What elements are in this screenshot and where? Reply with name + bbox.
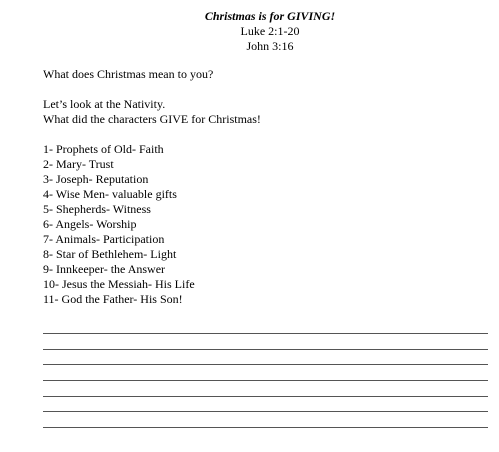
intro-line-nativity: Let’s look at the Nativity.: [43, 97, 166, 111]
writing-line: [43, 396, 488, 397]
spacer: [43, 82, 261, 97]
header: [0, 9, 499, 54]
list-item: 5- Shepherds- Witness: [43, 202, 151, 216]
writing-line: [43, 380, 488, 381]
list-item: 9- Innkeeper- the Answer: [43, 262, 166, 276]
list-item: 7- Animals- Participation: [43, 232, 165, 246]
writing-line: [43, 349, 488, 350]
writing-line: [43, 427, 488, 428]
list-item: 11- God the Father- His Son!: [43, 292, 183, 306]
list-item: 8- Star of Bethlehem- Light: [43, 247, 177, 261]
intro-line-characters: What did the characters GIVE for Christmas!: [43, 112, 261, 126]
writing-line: [43, 333, 488, 334]
gifts-list: [43, 142, 261, 307]
scripture-reference-luke: Luke 2:1-20: [240, 24, 300, 38]
list-item: 10- Jesus the Messiah- His Life: [43, 277, 195, 291]
intro-question: What does Christmas mean to you?: [43, 67, 214, 81]
body-text: [43, 67, 261, 307]
list-item: 3- Joseph- Reputation: [43, 172, 149, 186]
list-item: 6- Angels- Worship: [43, 217, 137, 231]
list-item: 1- Prophets of Old- Faith: [43, 142, 164, 156]
writing-lines: [43, 333, 488, 443]
document-title: Christmas is for GIVING!: [204, 9, 336, 23]
list-item: 4- Wise Men- valuable gifts: [43, 187, 177, 201]
writing-line: [43, 364, 488, 365]
list-item: 2- Mary- Trust: [43, 157, 114, 171]
scripture-reference-john: John 3:16: [246, 39, 294, 53]
writing-line: [43, 411, 488, 412]
spacer: [43, 127, 261, 142]
